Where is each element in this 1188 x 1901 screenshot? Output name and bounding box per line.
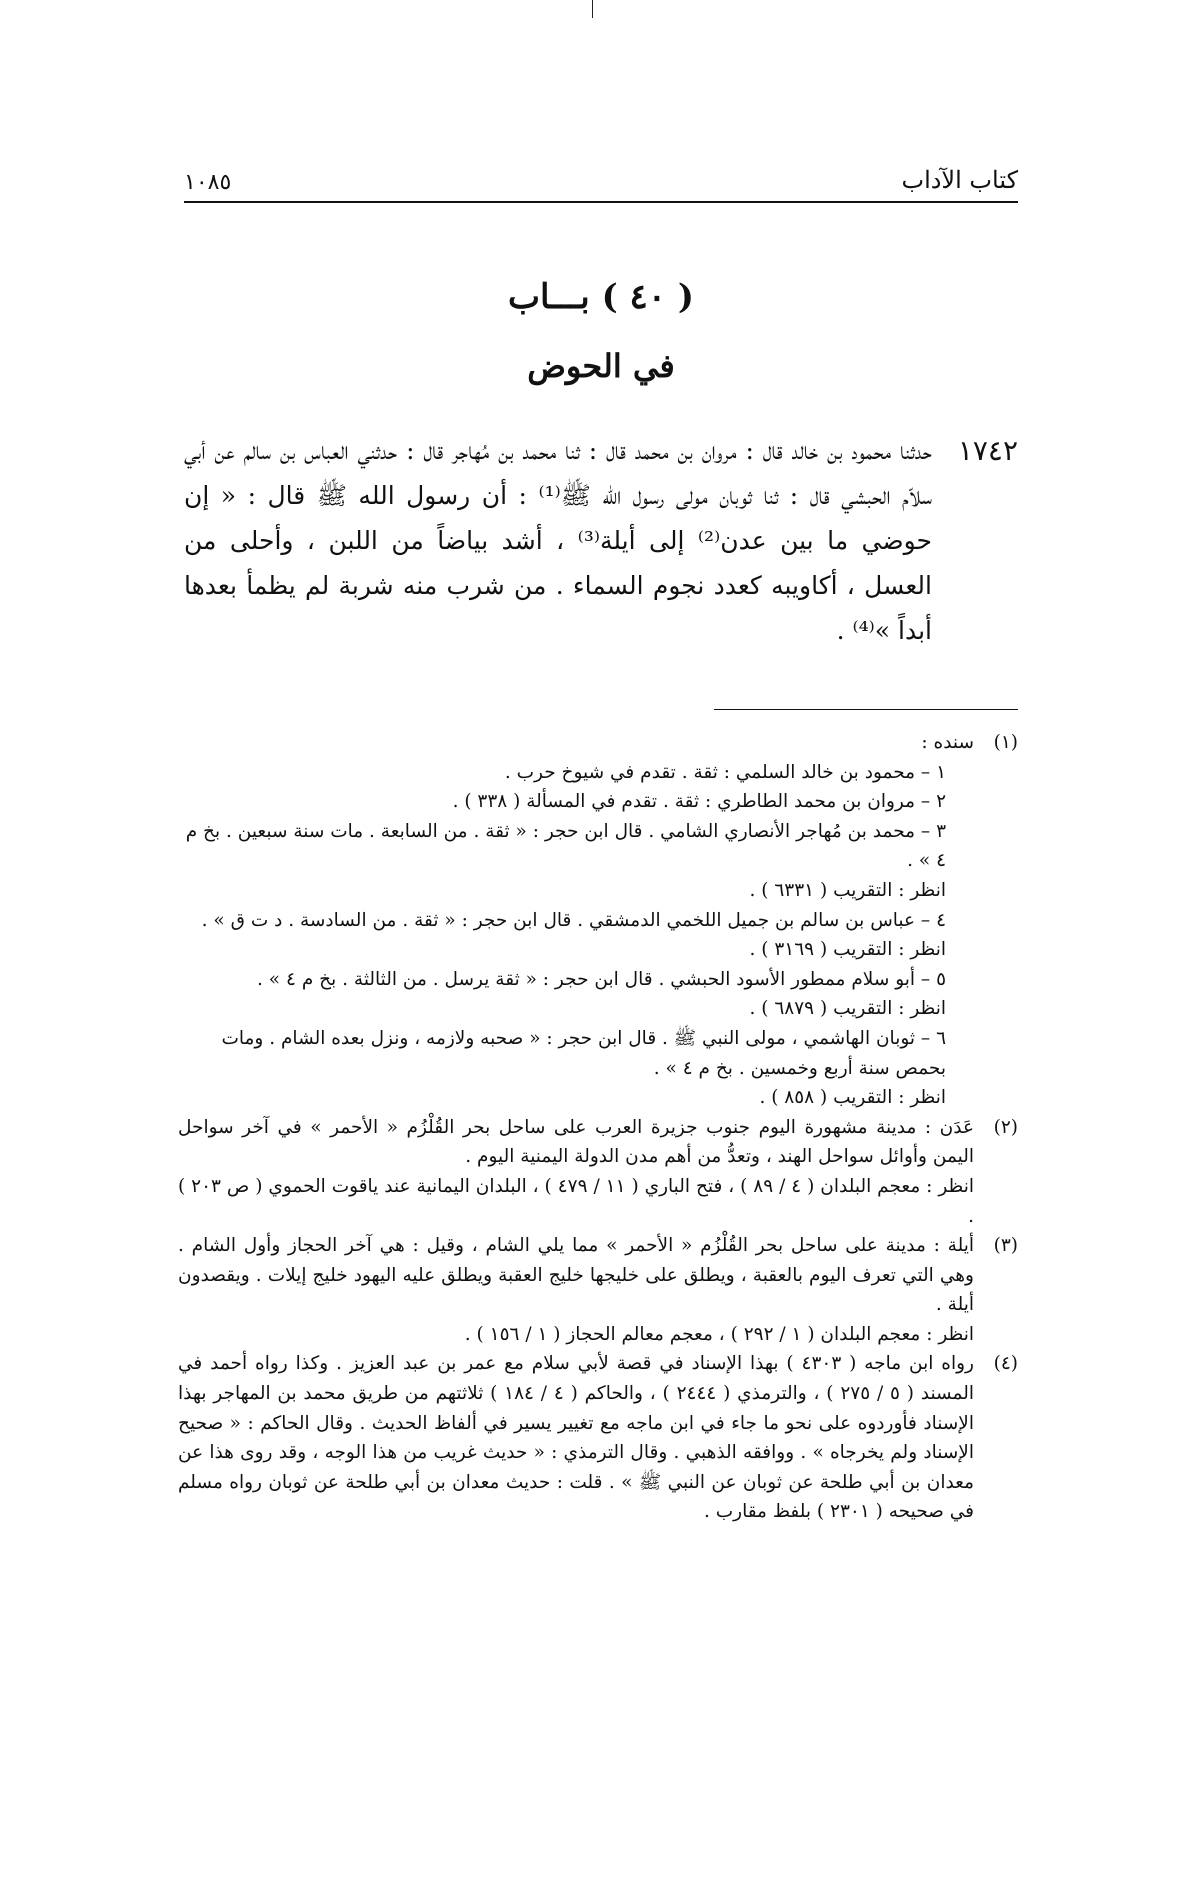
footnotes — [178, 728, 1018, 1527]
footnote-4 — [178, 1349, 1018, 1527]
footnote-number: (٤) — [993, 1353, 1018, 1375]
footnote-2 — [178, 1113, 1018, 1231]
footnote-item: ٤ – عباس بن سالم بن جميل اللخمي الدمشقي . قال ابن حجر : « ثقة . من السادسة . د ت ق » . — [201, 909, 946, 931]
chapter-label: ( ٤٠ ) بـــاب — [508, 277, 694, 317]
chapter-title: في الحوض — [527, 347, 675, 385]
footnote-number: (٢) — [993, 1116, 1018, 1138]
footnote-number: (١) — [993, 732, 1018, 753]
footnote-item: انظر : التقريب ( ٣١٦٩ ) . — [749, 939, 946, 961]
footnote-item: انظر : التقريب ( ٦٣٣١ ) . — [749, 879, 946, 901]
footnote-1 — [178, 728, 1018, 1113]
hadith-block — [184, 428, 1018, 653]
footnote-item: ١ – محمود بن خالد السلمي : ثقة . تقدم في شيوخ حرب . — [504, 761, 946, 783]
footnote-heading: سنده : — [921, 732, 974, 753]
footnote-item: ٦ – ثوبان الهاشمي ، مولى النبي ﷺ . قال ابن حجر : « صحبه ولازمه ، ونزل بعده الشام . ومات بحمص سنة أربع وخمسين . بخ م ٤ » . — [221, 1027, 946, 1079]
footnote-item: انظر : التقريب ( ٦٨٧٩ ) . — [749, 998, 946, 1020]
footnote-reference: انظر : معجم البلدان ( ١ / ٢٩٢ ) ، معجم معالم الحجاز ( ١ / ١٥٦ ) . — [464, 1323, 974, 1345]
footnote-text: عَدَن : مدينة مشهورة اليوم جنوب جزيرة العرب على ساحل بحر القُلْزُم « الأحمر » في آخر سواحل اليمن وأوائل سواحل الهند ، وتعدُّ من أهم مدن الدولة اليمنية اليوم . — [178, 1116, 974, 1168]
footnote-text: رواه ابن ماجه ( ٤٣٠٣ ) بهذا الإسناد في قصة لأبي سلام مع عمر بن عبد العزيز . وكذا رواه أحمد في المسند ( ٥ / ٢٧٥ ) ، والترمذي ( ٢٤٤٤ ) ، والحاكم ( ٤ / ١٨٤ ) ثلاثتهم من طريق محمد بن المهاجر بهذا الإسناد فأوردوه على نحو ما جاء في ابن ماجه مع تغيير يسير في ألفاظ الحديث . وقال الحاكم : « صحيح الإسناد ولم يخرجاه » . ووافقه الذهبي . وقال الترمذي : « حديث غريب من هذا الوجه ، وقد روى هذا عن معدان بن أبي طلحة عن ثوبان عن النبي ﷺ » . قلت : حديث معدان بن أبي طلحة عن ثوبان رواه مسلم في صحيحه ( ٢٣٠١ ) بلفظ مقارب . — [178, 1353, 975, 1523]
header-divider — [184, 201, 1018, 203]
page-top-mark — [592, 0, 593, 18]
book-title: كتاب الآداب — [901, 166, 1018, 194]
footnote-reference: انظر : معجم البلدان ( ٤ / ٨٩ ) ، فتح الباري ( ١١ / ٤٧٩ ) ، البلدان اليمانية عند ياقوت الحموي ( ص ٢٠٣ ) . — [178, 1175, 975, 1227]
chapter-heading — [184, 272, 1018, 390]
footnote-3 — [178, 1231, 1018, 1349]
footnote-item: ٣ – محمد بن مُهاجر الأنصاري الشامي . قال ابن حجر : « ثقة . من السابعة . مات سنة سبعين . بخ م ٤ » . — [185, 820, 946, 872]
page-number: ١٠٨٥ — [184, 170, 232, 195]
footnotes-divider — [714, 709, 1018, 710]
footnote-item: ٢ – مروان بن محمد الطاطري : ثقة . تقدم في المسألة ( ٣٣٨ ) . — [452, 791, 946, 813]
footnote-item: ٥ – أبو سلام ممطور الأسود الحبشي . قال ابن حجر : « ثقة يرسل . من الثالثة . بخ م ٤ » . — [257, 968, 946, 990]
footnote-number: (٣) — [993, 1235, 1018, 1257]
hadith-number: ١٧٤٢ — [957, 434, 1018, 467]
footnote-item: انظر : التقريب ( ٨٥٨ ) . — [759, 1087, 946, 1109]
running-head — [184, 160, 1018, 206]
hadith-text: حدثنا محمود بن خالد قال : مروان بن محمد قال : ثنا محمد بن مُهاجر قال : حدثني العباس بن سالم عن أبي سلاّم الحبشي قال : ثنا ثوبان مولى رسول الله ﷺ⁽¹⁾ : أن رسول الله ﷺ قال : « إن حوضي ما بين عدن⁽²⁾ إلى أيلة⁽³⁾ ، أشد بياضاً من اللبن ، وأحلى من العسل ، أكاويبه كعدد نجوم السماء . من شرب منه شربة لم يظمأ بعدها أبداً »⁽⁴⁾ . — [184, 436, 933, 645]
footnote-text: أيلة : مدينة على ساحل بحر القُلْزُم « الأحمر » مما يلي الشام ، وقيل : هي آخر الحجاز وأول الشام . وهي التي تعرف اليوم بالعقبة ، ويطلق على خليجها خليج العقبة ويطلق عليه اليهود خليج إيلات . ويقصدون أيلة . — [178, 1235, 974, 1316]
